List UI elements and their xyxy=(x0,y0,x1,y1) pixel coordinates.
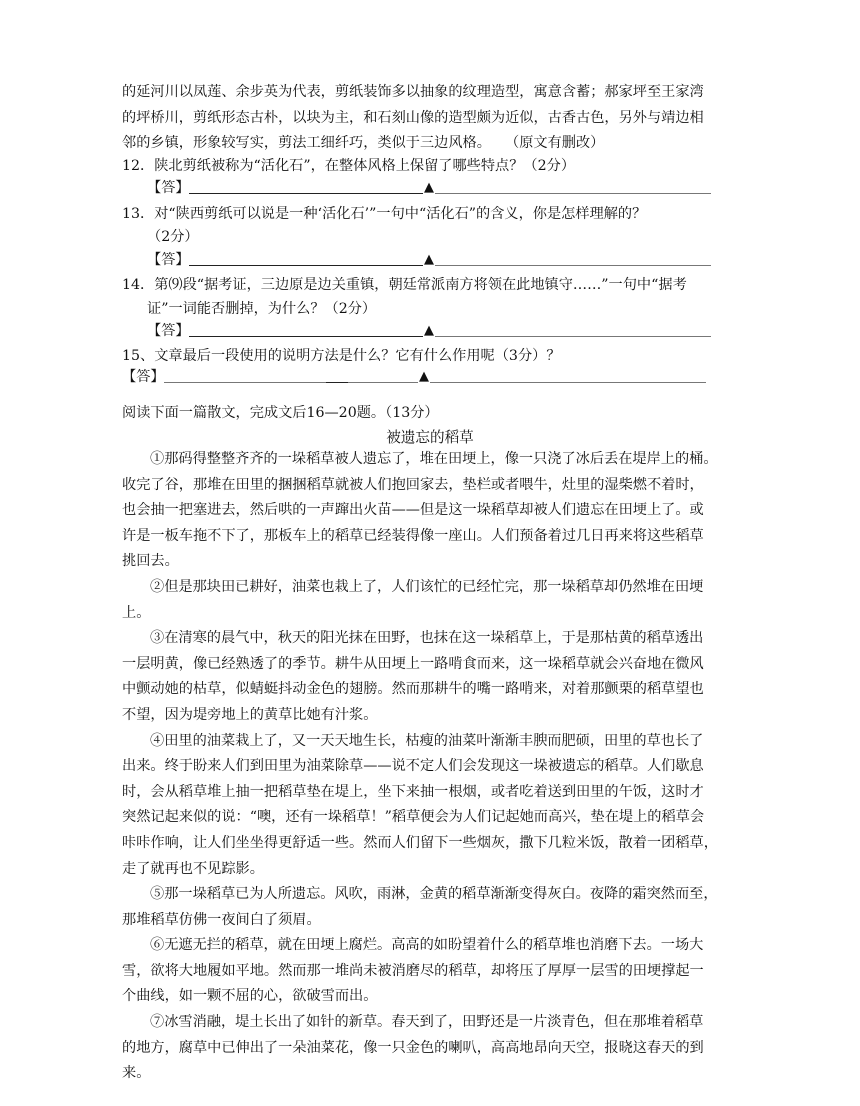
answer-marker: ▲ xyxy=(424,179,434,195)
question-text: 13．对“陕西剪纸可以说是一种‘活化石’”一句中“活化石”的含义，你是怎样理解的？ xyxy=(122,206,647,222)
answer-row-13[interactable] xyxy=(147,249,711,269)
text-line: 的地方，腐草中已伸出了一朵油菜花，像一只金色的喇叭，高高地昂向天空，报晓这春天的到 xyxy=(122,1039,704,1056)
text-line: 中颤动她的枯草，似蜻蜓抖动金色的翅膀。然而那耕牛的嘴一路啃来，对着那颤栗的稻草望也 xyxy=(122,681,704,698)
text-line: 的坪桥川，剪纸形态古朴，以块为主，和石刻山像的造型颇为近似，古香古色，另外与靖边相 xyxy=(122,109,704,126)
answer-label: 【答】 xyxy=(122,369,165,385)
answer-line[interactable] xyxy=(189,250,423,268)
text-line: ④田里的油菜栽上了，又一天天地生长，枯瘦的油菜叶渐渐丰腴而肥硕，田里的草也长了 xyxy=(150,732,704,749)
question-15 xyxy=(122,345,561,365)
text-line: 邻的乡镇，形象较写实，剪法工细纤巧，类似于三边风格。 （原文有删改） xyxy=(122,135,605,152)
essay-paragraph xyxy=(122,882,742,933)
text-line: 个曲线，如一颗不屈的心，欲破雪而出。 xyxy=(122,988,378,1005)
essay-paragraph xyxy=(122,729,742,883)
question-text: （2分） xyxy=(147,229,199,245)
answer-line[interactable] xyxy=(189,178,423,196)
question-text: 15、文章最后一段使用的说明方法是什么？它有什么作用呢（3分）？ xyxy=(122,348,561,364)
text-line: 雪，欲将大地履如平地。然而那一堆尚未被消磨尽的稻草，却将压了厚厚一层雪的田埂撑起一 xyxy=(122,962,704,979)
text-line: 许是一板车拖不下了，那板车上的稻草已经装得像一座山。人们预备着过几日再来将这些稻草 xyxy=(122,527,704,544)
text-line: 来。 xyxy=(122,1065,151,1082)
essay-paragraph xyxy=(122,1010,742,1087)
question-text: 证”一词能否删掉，为什么？（2分） xyxy=(147,301,377,317)
text-line: ②但是那块田已耕好，油菜也栽上了，人们该忙的已经忙完，那一垛稻草却仍然堆在田埂 xyxy=(150,578,704,595)
answer-line[interactable] xyxy=(326,367,348,385)
essay-paragraph xyxy=(122,933,742,1010)
text-line: ⑤那一垛稻草已为人所遗忘。风吹，雨淋，金黄的稻草渐渐变得灰白。夜降的霜突然而至， xyxy=(150,886,718,903)
text-line: 的延河川以凤莲、余步英为代表，剪纸装饰多以抽象的纹理造型，寓意含蓄；郝家坪至王家湾 xyxy=(122,84,704,100)
answer-line[interactable] xyxy=(435,178,711,196)
text-line: 一层明黄，像已经熟透了的季节。耕牛从田埂上一路啃食而来，这一垛稻草就会兴奋地在微风 xyxy=(122,655,704,672)
text-line: ⑦冰雪消融，堤土长出了如针的新草。春天到了，田野还是一片淡青色，但在那堆着稻草 xyxy=(150,1014,704,1031)
text-line: 上。 xyxy=(122,604,151,621)
text-line: 那堆稻草仿佛一夜间白了须眉。 xyxy=(122,911,321,928)
previous-passage-ending xyxy=(122,80,742,157)
answer-marker: ▲ xyxy=(424,322,434,338)
text-line: 挑回去。 xyxy=(122,553,179,570)
answer-label: 【答】 xyxy=(147,323,190,339)
text-line: ①那码得整整齐齐的一垛稻草被人遗忘了，堆在田埂上，像一只浇了冰后丢在堤岸上的桶。 xyxy=(150,451,718,467)
question-13-continued xyxy=(147,226,199,246)
answer-line[interactable] xyxy=(435,321,711,339)
text-line: 突然记起来似的说：“噢，还有一垛稻草！”稻草便会为人们记起她而高兴，垫在堤上的稻草会 xyxy=(122,809,705,826)
reading-instruction xyxy=(122,402,439,422)
answer-line[interactable] xyxy=(348,367,418,385)
text-line: ⑥无遮无拦的稻草，就在田埂上腐烂。高高的如盼望着什么的稻草堆也消磨下去。一场大 xyxy=(150,937,704,954)
instruction-text: 阅读下面一篇散文，完成文后16—20题。（13分） xyxy=(122,405,439,421)
answer-line[interactable] xyxy=(430,367,706,385)
question-14 xyxy=(122,274,687,294)
question-14-continued xyxy=(147,298,376,318)
text-line: 出来。终于盼来人们到田里为油菜除草——说不定人们会发现这一垛被遗忘的稻草。人们歇息 xyxy=(122,758,704,775)
answer-row-15[interactable] xyxy=(122,366,706,386)
text-line: 也会抽一把塞进去，然后哄的一声蹿出火苗——但是这一垛稻草却被人们遗忘在田埂上了。或 xyxy=(122,502,704,519)
essay-paragraph xyxy=(122,447,742,575)
answer-row-12[interactable] xyxy=(147,177,711,197)
text-line: 咔咔作响，让人们坐坐得更舒适一些。然而人们留下一些烟灰，撒下几粒米饭，散着一团稻草， xyxy=(122,834,718,851)
text-line: 走了就再也不见踪影。 xyxy=(122,860,264,877)
answer-line[interactable] xyxy=(435,250,711,268)
answer-label: 【答】 xyxy=(147,252,190,268)
essay-paragraph xyxy=(122,575,742,626)
text-line: 时，会从稻草堆上抽一把稻草垫在堤上，坐下来抽一根烟，或者吃着送到田里的午饭，这时才 xyxy=(122,783,704,800)
answer-label: 【答】 xyxy=(147,180,190,196)
answer-marker: ▲ xyxy=(419,368,429,384)
answer-line[interactable] xyxy=(164,367,326,385)
text-line: ③在清寒的晨气中，秋天的阳光抹在田野，也抹在这一垛稻草上，于是那枯黄的稻草透出 xyxy=(150,630,704,647)
answer-line[interactable] xyxy=(189,321,423,339)
essay-title: 被遗忘的稻草 xyxy=(386,429,474,446)
answer-row-14[interactable] xyxy=(147,320,711,340)
question-12 xyxy=(122,155,575,175)
answer-marker: ▲ xyxy=(424,251,434,267)
text-line: 不望，因为堤旁地上的黄草比她有汁浆。 xyxy=(122,706,378,723)
text-line: 收完了谷，那堆在田里的捆捆稻草就被人们抱回家去，垫栏或者喂牛，灶里的湿柴燃不着时， xyxy=(122,476,704,493)
question-text: 14．第⑼段“据考证，三边原是边关重镇，朝廷常派南方将领在此地镇守……”一句中“据考 xyxy=(122,277,687,293)
essay-paragraph xyxy=(122,626,742,728)
essay-body xyxy=(122,447,742,1087)
question-text: 12．陕北剪纸被称为“活化石”，在整体风格上保留了哪些特点？（2分） xyxy=(122,158,576,174)
question-13 xyxy=(122,203,646,223)
